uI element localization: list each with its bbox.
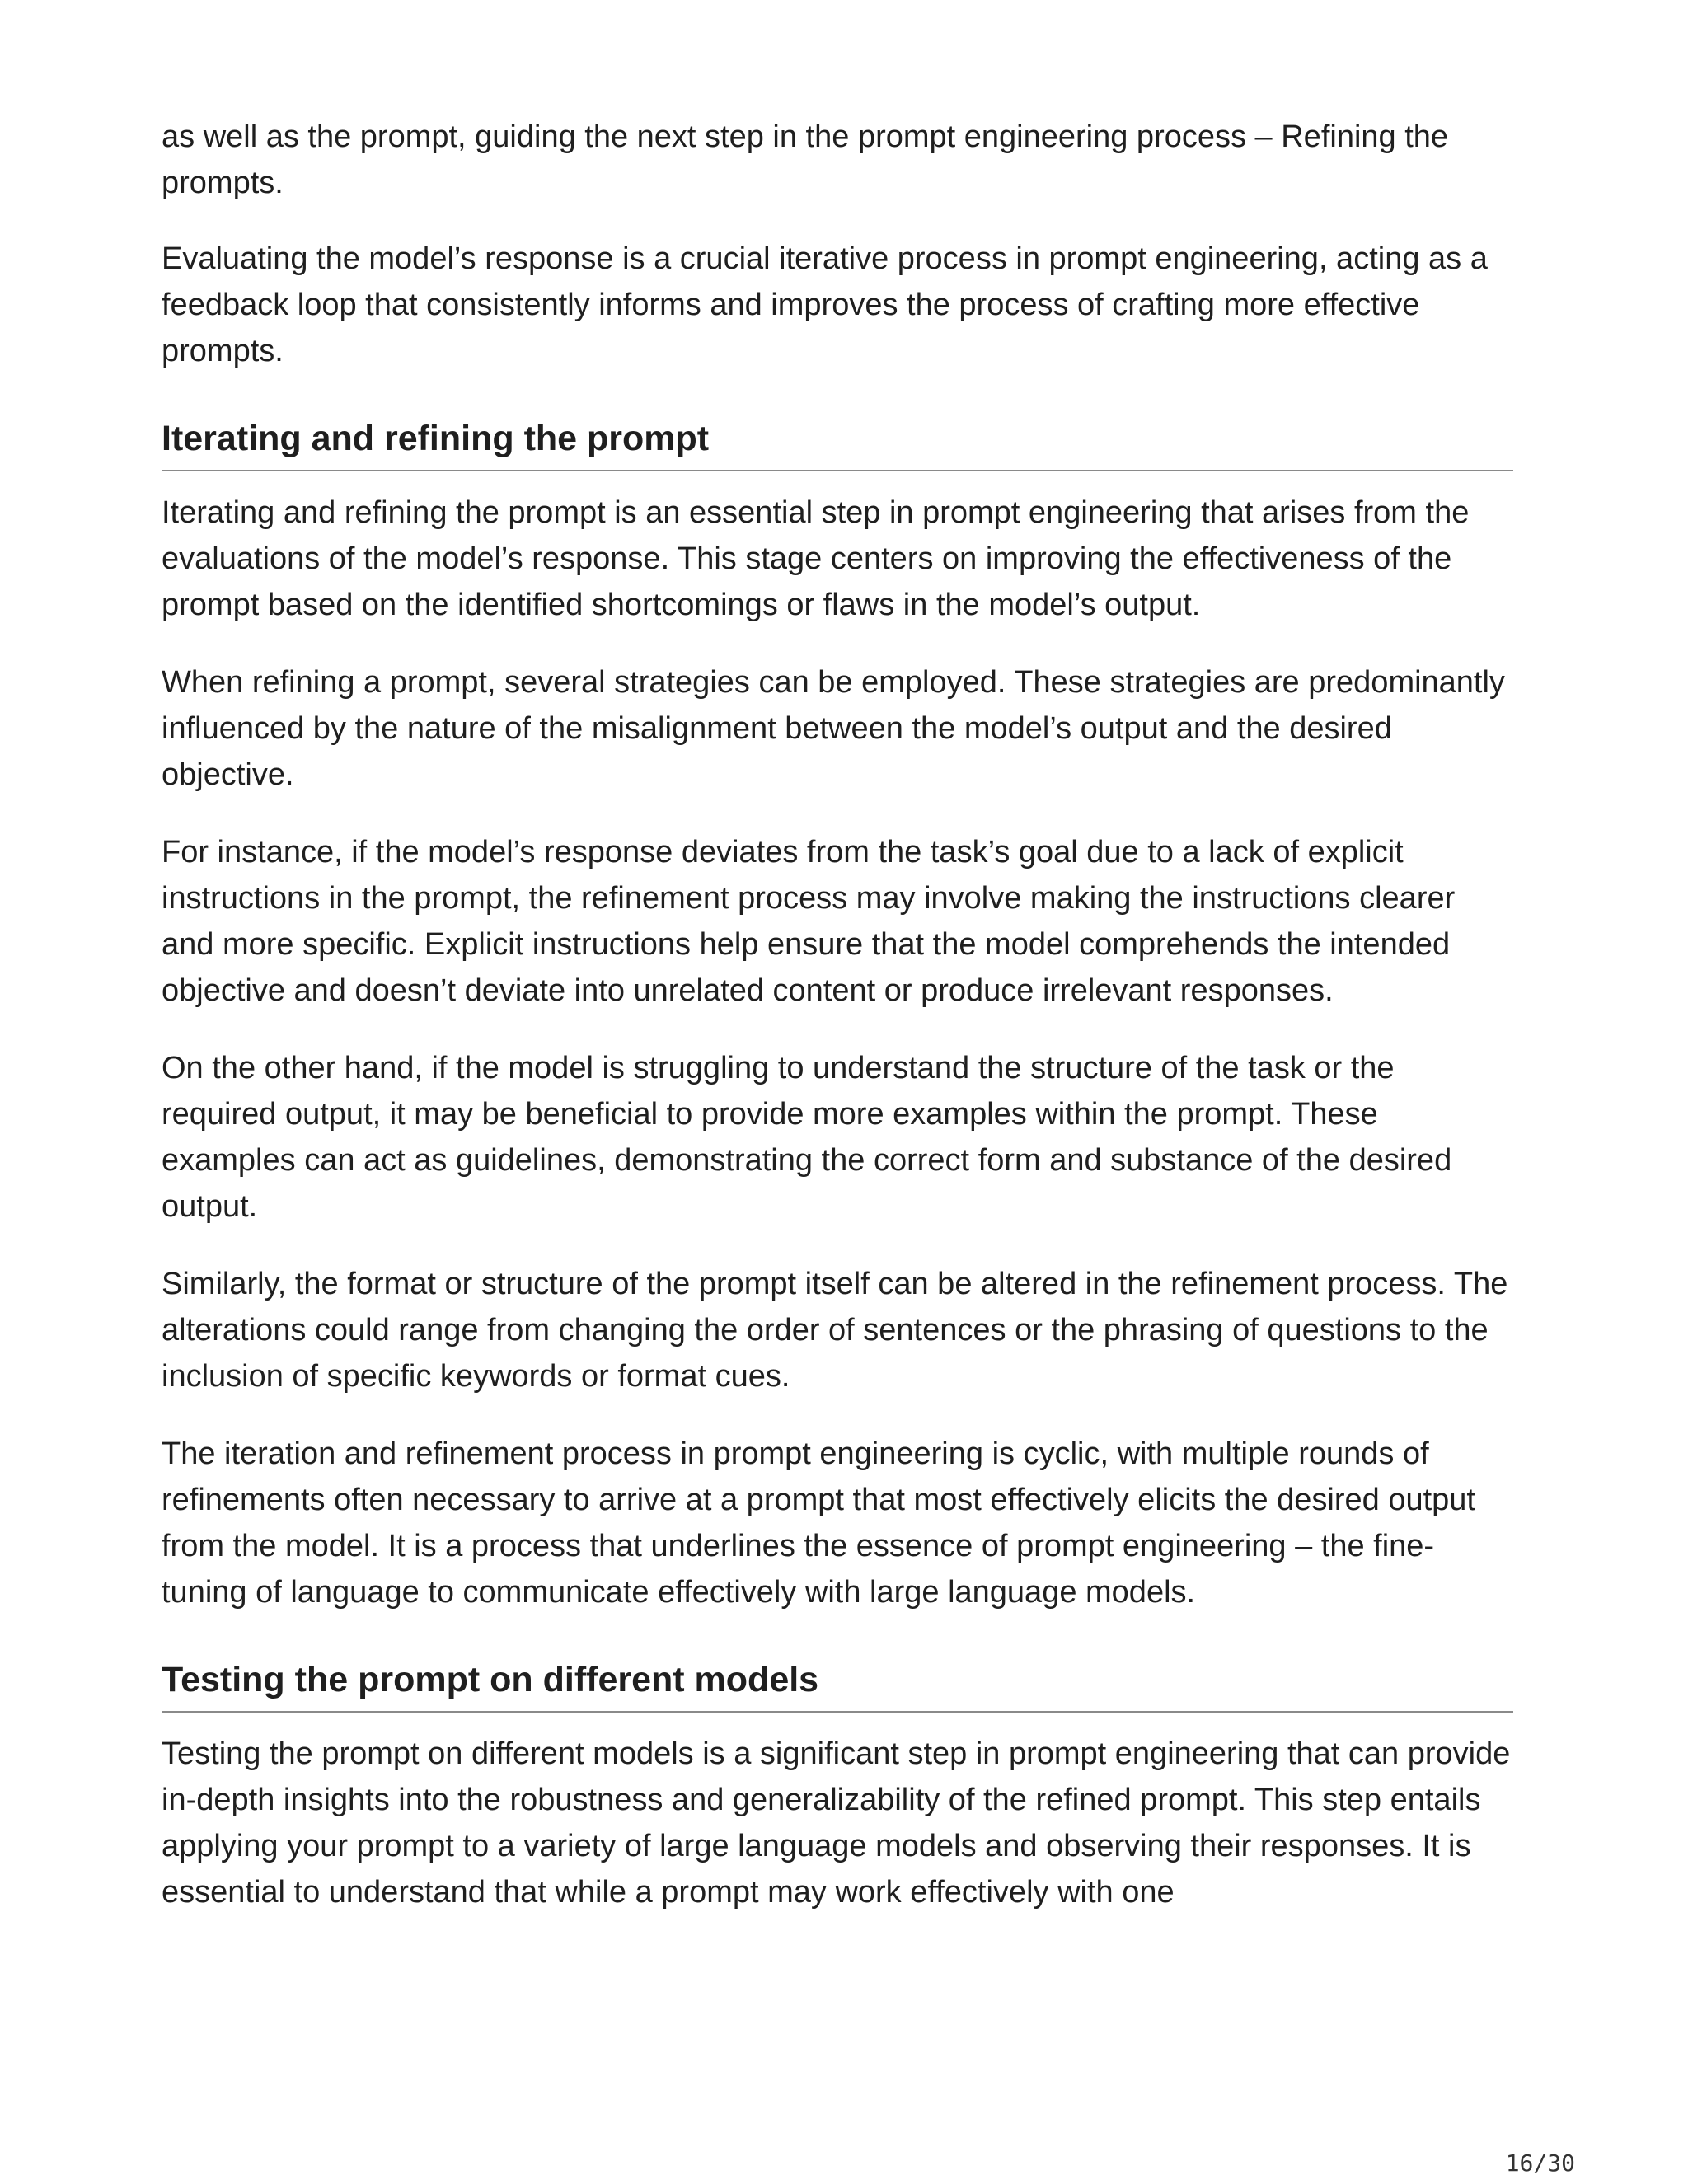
section1-paragraph-5: Similarly, the format or structure of the prompt itself can be altered in the refinement process. The alterations could range from changing the order of sentences or the phrasing of questions to the inclusion of specific keywords or format cues. [162,1267,1508,1394]
intro-paragraph-2: Evaluating the model’s response is a crucial iterative process in prompt engineering, acting as a feedback loop that consistently informs and improves the process of crafting more effective prompts. [162,241,1488,368]
section2-paragraph-1: Testing the prompt on different models is a significant step in prompt engineering that can provide in-depth insights into the robustness and generalizability of the refined prompt. This step entails applying your prompt to a variety of large language models and observing their responses. It is essential to understand that while a prompt may work effectively with one [162,1736,1511,1910]
section-heading-testing: Testing the prompt on different models [162,1647,1513,1713]
page-number: 16/30 [1505,2149,1575,2177]
section1-paragraph-2: When refining a prompt, several strategies can be employed. These strategies are predominantly influenced by the nature of the misalignment between the model’s output and the desired objective. [162,665,1505,792]
section1-paragraph-4: On the other hand, if the model is struggling to understand the structure of the task or the required output, it may be beneficial to provide more examples within the prompt. These examples can act as guidelines, demonstrating the correct form and substance of the desired output. [162,1051,1452,1224]
section1-paragraph-6: The iteration and refinement process in prompt engineering is cyclic, with multiple rounds of refinements often necessary to arrive at a prompt that most effectively elicits the desired output from the model. It is a process that underlines the essence of prompt engineering – the fine-tuning of language to communicate effectively with large language models. [162,1436,1475,1610]
section1-paragraph-3: For instance, if the model’s response deviates from the task’s goal due to a lack of explicit instructions in the prompt, the refinement process may involve making the instructions clearer and more specific. Explicit instructions help ensure that the model comprehends the intended objective and doesn’t deviate into unrelated content or produce irrelevant responses. [162,835,1456,1008]
section1-paragraph-1: Iterating and refining the prompt is an essential step in prompt engineering that arises from the evaluations of the model’s response. This stage centers on improving the effectiveness of the prompt based on the identified shortcomings or flaws in the model’s output. [162,495,1470,622]
section-heading-iterating: Iterating and refining the prompt [162,405,1513,471]
document-page [162,114,1513,1947]
intro-paragraph-1: as well as the prompt, guiding the next step in the prompt engineering process – Refining the prompts. [162,120,1449,200]
